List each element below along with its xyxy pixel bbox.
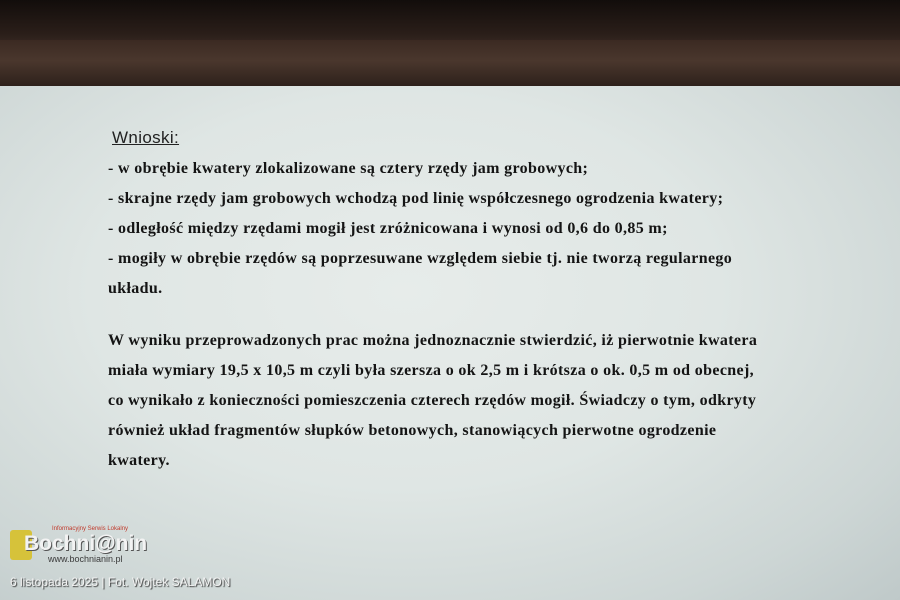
- conclusion-paragraph: [108, 332, 848, 470]
- logo-url: www.bochnianin.pl: [48, 554, 123, 564]
- logo-name: Bochni@nin: [24, 532, 148, 555]
- paragraph-line: również układ fragmentów słupków betonowych, stanowiących pierwotne ogrodzenie: [108, 422, 717, 439]
- paragraph-line: kwatery.: [108, 452, 170, 469]
- wooden-beam: [0, 40, 900, 86]
- watermark-logo: [10, 526, 160, 566]
- paragraph-line: miała wymiary 19,5 x 10,5 m czyli była szersza o ok 2,5 m i krótsza o ok. 0,5 m od obecnej,: [108, 362, 755, 379]
- bullet-line: - odległość między rzędami mogił jest zróżnicowana i wynosi od 0,6 do 0,85 m;: [108, 220, 668, 237]
- bullet-line: - mogiły w obrębie rzędów są poprzesuwane względem siebie tj. nie tworzą regularnego: [108, 250, 733, 267]
- bullet-line: - skrajne rzędy jam grobowych wchodzą pod linię współczesnego ogrodzenia kwatery;: [108, 190, 724, 207]
- slide-content: [108, 128, 848, 482]
- paragraph-line: W wyniku przeprowadzonych prac można jednoznacznie stwierdzić, iż pierwotnie kwatera: [108, 332, 758, 349]
- bullet-line: - w obrębie kwatery zlokalizowane są cztery rzędy jam grobowych;: [108, 160, 589, 177]
- bullet-line: układu.: [108, 280, 163, 297]
- photo-caption: 6 listopada 2025 | Fot. Wojtek SALAMON: [10, 575, 231, 589]
- logo-tagline: Informacyjny Serwis Lokalny: [52, 526, 129, 532]
- paragraph-line: co wynikało z konieczności pomieszczenia czterech rzędów mogił. Świadczy o tym, odkryty: [108, 392, 757, 409]
- slide-heading: Wnioski:: [112, 128, 180, 147]
